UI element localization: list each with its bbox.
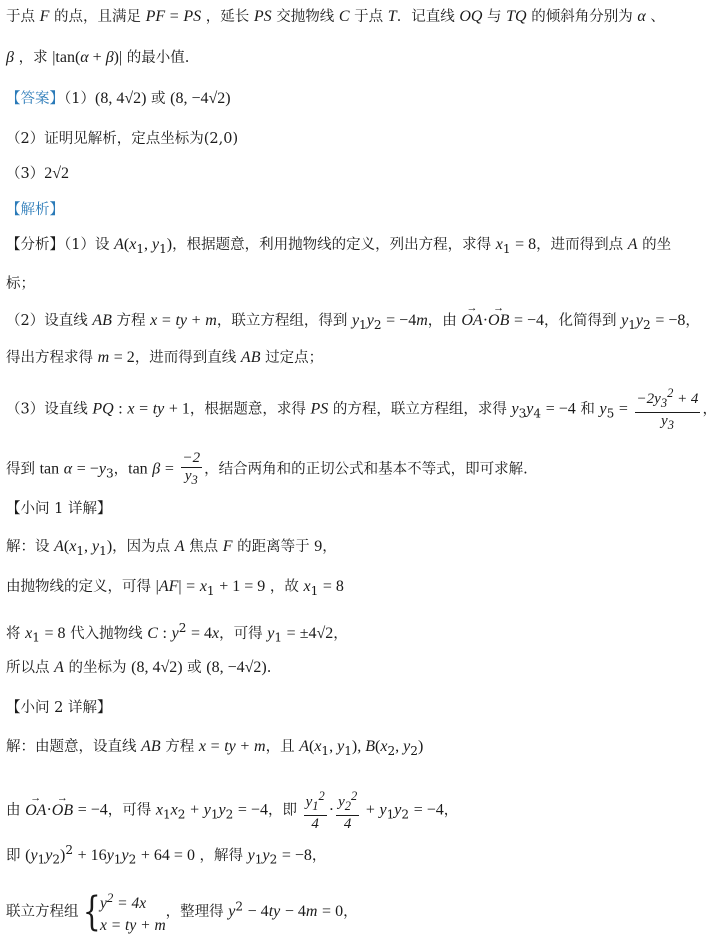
- analysis-line-2: 标；: [6, 276, 35, 292]
- subq2-line-1: 解：由题意，设直线 AB 方程 x = ty + m，且 $A(x_1$, $y_1$), $B(x_2$, $y_2$): [6, 738, 424, 758]
- equation-system: $y^2 = 4x$ x = ty + m: [99, 890, 166, 935]
- problem-line-2: β ，求 |tan(α + β)| 的最小值.: [6, 49, 190, 66]
- subq1-line-2: 由抛物线的定义，可得 $|AF| = x_1 + 1 = 9$ ，故 $x_1 = 8$: [6, 578, 344, 598]
- problem-line-1: 于点 F 的点，且满足 PF = PS ，延长 PS 交抛物线 C 于点 T．记直线 OQ 与 TQ 的倾斜角分别为 α 、: [6, 8, 665, 25]
- subq1-heading: 【小问 1 详解】: [6, 501, 112, 517]
- subq2-line-4: 联立方程组{ $y^2 = 4x$ x = ty + m ，整理得 $y^2 - 4ty - 4m = 0$，: [6, 887, 658, 937]
- subq1-line-1: 解：设 $A(x_1$, $y_1$)，因为点 A 焦点 F 的距离等于 9，: [6, 538, 337, 558]
- analysis-line-3: （2）设直线 AB 方程 x = ty + m，联立方程组，得到 $y_1y_2 = -4m$，由 → OA·→ OB = −4，化简得到 $y_1y_2 = -8$，: [6, 309, 658, 337]
- subq2-line-2: 由 → OA·→ OB = −4，可得 $x_1x_2 + y_1y_2 = -4$，即 $\frac{y_1^2}{4}$ · $\frac{y_2^2}{4}$ + $y_1y_2 = -4$，: [6, 788, 658, 833]
- fraction-tan-beta: $\frac{-2}{y_3}$: [182, 450, 201, 487]
- subq1-line-4: 所以点 A 的坐标为 (8, 4√2) 或 (8, −4√2).: [6, 659, 272, 676]
- analysis-line-5: （3）设直线 PQ : x = ty + 1，根据题意，求得 PS 的方程，联立方程组，求得 $y_3y_4 = -4$ 和 $y_5$ = $\frac{-2y_3^2 + 4}{y_3}$ ，: [6, 386, 717, 432]
- analysis-line-6: 得到 $\tan \alpha = -y_3$，tan β = $\frac{-2}{y_3}$ ，结合两角和的正切公式和基本不等式，即可求解.: [6, 450, 528, 487]
- answer-line-3: （3）2√2: [6, 165, 70, 182]
- answer-line-1: 【答案】（1）(8, 4√2) 或 (8, −4√2): [6, 90, 231, 107]
- subq2-heading: 【小问 2 详解】: [6, 700, 112, 716]
- fraction-y2sq: $\frac{y_2^2}{4}$: [338, 789, 358, 832]
- answer-line-2: （2）证明见解析，定点坐标为(2,0): [6, 131, 239, 147]
- analysis-heading: 【解析】: [6, 202, 64, 218]
- subq1-line-3: 将 $x_1 = 8$ 代入抛物线 C : $y^2 = 4x$，可得 $y_1 = \pm 4√2$，: [6, 621, 348, 645]
- fraction-y1sq: $\frac{y_1^2}{4}$: [305, 789, 325, 832]
- subq2-line-3: 即 $(y_1y_2)^2 + 16y_1y_2 + 64 = 0$ ，解得 $y_1y_2 = -8$，: [6, 843, 327, 867]
- analysis-line-1: 【分析】（1）设 $A(x_1$, $y_1$)，根据题意，利用抛物线的定义，列出方程，求得 $x_1 = 8$，进而得到点 A 的坐: [6, 236, 672, 256]
- fraction-y5: $\frac{-2y_3^2 + 4}{y_3}$: [636, 386, 699, 432]
- analysis-line-4: 得出方程求得 m = 2，进而得到直线 AB 过定点；: [6, 349, 324, 366]
- system-brace: {: [82, 889, 101, 936]
